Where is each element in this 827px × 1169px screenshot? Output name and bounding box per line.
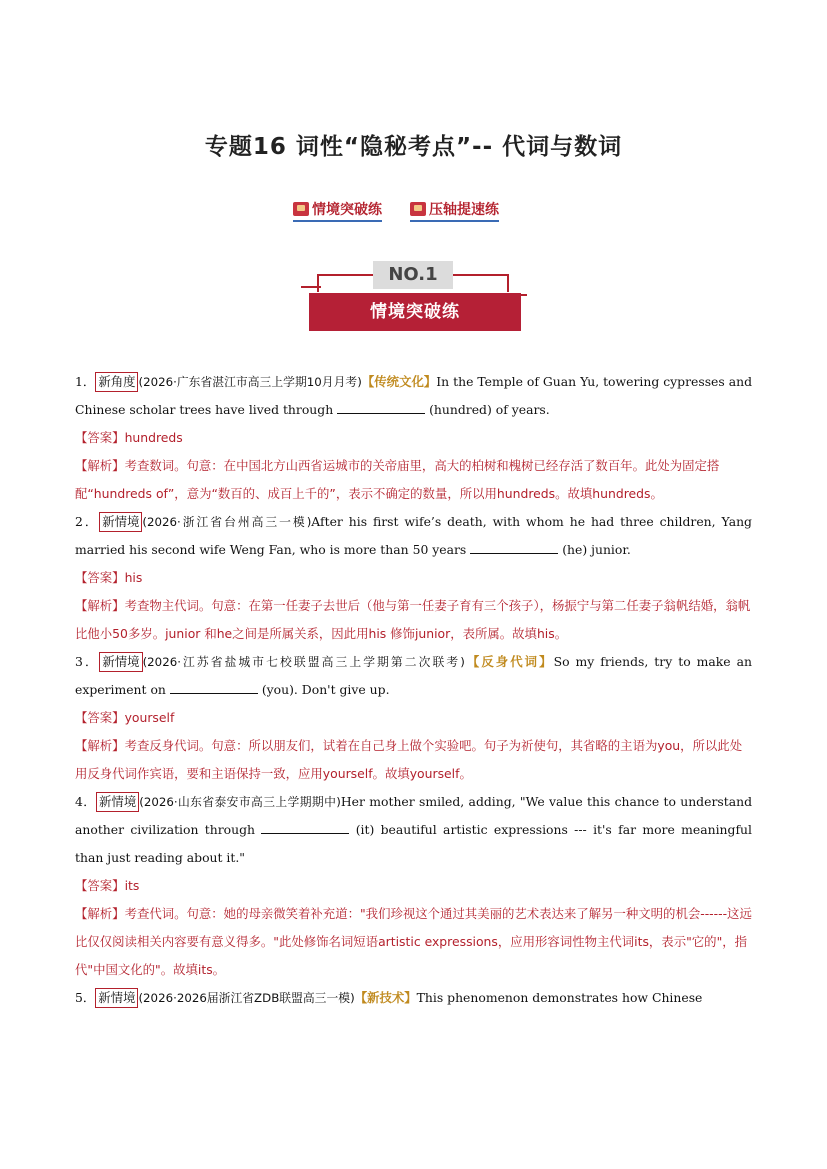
answer-line: [75, 704, 752, 732]
answer-line: [75, 872, 752, 900]
banner-label: 情境突破练: [309, 293, 521, 331]
answer-blank[interactable]: [170, 681, 258, 694]
question-source: (2026·山东省泰安市高三上学期期中): [139, 795, 341, 809]
explanation-text: 考查数词。句意：在中国北方山西省运城市的关帝庙里，高大的柏树和槐树已经存活了数百年。此处为固定搭配“hundreds of”，意为“数百的、成百上千的”，表示不确定的数量，所以用hundreds。故填hundreds。: [75, 458, 720, 501]
question-text-after: (it) beautiful artistic expressions --- it's far more meaningful than just reading about it.": [75, 822, 752, 865]
nav-tab-label: 压轴提速练: [429, 202, 499, 218]
nav-tab-situational[interactable]: [293, 199, 382, 222]
banner-line: [317, 274, 319, 292]
explanation-label: 【解析】: [75, 458, 125, 473]
book-icon: [293, 202, 309, 216]
answer-value: its: [124, 878, 140, 893]
question-tag: 新角度: [95, 372, 138, 392]
banner-line: [301, 286, 321, 288]
book-icon: [410, 202, 426, 216]
question-text: In the Temple of Guan Yu, towering cypresses and Chinese scholar trees have lived through: [75, 374, 752, 417]
question-2: [75, 508, 752, 564]
explanation-text: 考查物主代词。句意：在第一任妻子去世后（他与第一任妻子育有三个孩子），杨振宁与第二任妻子翁帆结婚，翁帆比他小50多岁。junior 和he之间是所属关系，因此用his 修饰junior，表所属。故填his。: [75, 598, 751, 641]
answer-line: [75, 564, 752, 592]
answer-label: 【答案】: [75, 570, 125, 585]
nav-tab-label: 情境突破练: [312, 202, 382, 218]
question-text: So my friends, try to make an experiment on: [75, 654, 752, 697]
question-number: 4．: [75, 794, 97, 809]
explanation: [75, 732, 752, 788]
explanation: [75, 452, 752, 508]
answer-label: 【答案】: [75, 430, 125, 445]
page-title: 专题16 词性“隐秘考点”-- 代词与数词: [204, 134, 623, 160]
banner-number: NO.1: [373, 261, 453, 289]
question-number: 1．: [75, 374, 96, 389]
nav-tab-advanced[interactable]: [410, 199, 499, 222]
explanation-label: 【解析】: [75, 598, 125, 613]
explanation: [75, 592, 752, 648]
answer-label: 【答案】: [75, 710, 125, 725]
question-number: 3．: [75, 654, 100, 669]
question-tag: 新情境: [96, 792, 139, 812]
explanation-text: 考查代词。句意：她的母亲微笑着补充道："我们珍视这个通过其美丽的艺术表达来了解另一种文明的机会------这远比仅仅阅读相关内容要有意义得多。"此处修饰名词短语artistic expressions，应用形容词性物主代词its，表示"它的"，指代"中国文化的"。故填its。: [75, 906, 752, 977]
answer-blank[interactable]: [261, 821, 349, 834]
question-tag: 新情境: [95, 988, 138, 1008]
answer-blank[interactable]: [470, 541, 558, 554]
answer-value: his: [124, 570, 143, 585]
question-source: (2026·广东省湛江市高三上学期10月月考): [138, 375, 362, 389]
answer-blank[interactable]: [337, 401, 425, 414]
question-source: (2026·浙江省台州高三一模): [142, 515, 312, 529]
question-category: 【新技术】: [354, 990, 417, 1005]
question-category: 【反身代词】: [464, 654, 554, 669]
question-source: (2026·江苏省盐城市七校联盟高三上学期第二次联考): [142, 655, 465, 669]
question-1: [75, 368, 752, 424]
question-source: (2026·2026届浙江省ZDB联盟高三一模): [138, 991, 355, 1005]
banner-line: [317, 274, 373, 276]
explanation: [75, 900, 752, 984]
explanation-label: 【解析】: [75, 906, 125, 921]
question-tag: 新情境: [99, 512, 142, 532]
question-number: 2．: [75, 514, 100, 529]
question-text: This phenomenon demonstrates how Chinese: [416, 990, 703, 1005]
question-text-after: (you). Don't give up.: [261, 682, 390, 697]
question-tag: 新情境: [99, 652, 142, 672]
question-text-after: (he) junior.: [562, 542, 631, 557]
question-list: [75, 368, 752, 1012]
section-banner: [301, 258, 527, 334]
question-text-after: (hundred) of years.: [429, 402, 550, 417]
banner-line: [453, 274, 509, 276]
question-text: After his first wife’s death, with whom he had three children, Yang married his second wife Weng Fan, who is more than 50 years: [75, 514, 752, 557]
question-number: 5．: [75, 990, 96, 1005]
question-4: [75, 788, 752, 872]
question-5: [75, 984, 752, 1012]
banner-line: [507, 274, 509, 292]
question-3: [75, 648, 752, 704]
answer-value: yourself: [124, 710, 175, 725]
answer-value: hundreds: [124, 430, 183, 445]
answer-label: 【答案】: [75, 878, 125, 893]
question-text: Her mother smiled, adding, "We value this chance to understand another civilization through: [75, 794, 753, 837]
question-category: 【传统文化】: [361, 374, 437, 389]
section-nav: [293, 199, 499, 222]
answer-line: [75, 424, 752, 452]
explanation-text: 考查反身代词。句意：所以朋友们，试着在自己身上做个实验吧。句子为祈使句，其省略的主语为you，所以此处用反身代词作宾语，要和主语保持一致，应用yourself。故填yourself。: [75, 738, 743, 781]
explanation-label: 【解析】: [75, 738, 125, 753]
